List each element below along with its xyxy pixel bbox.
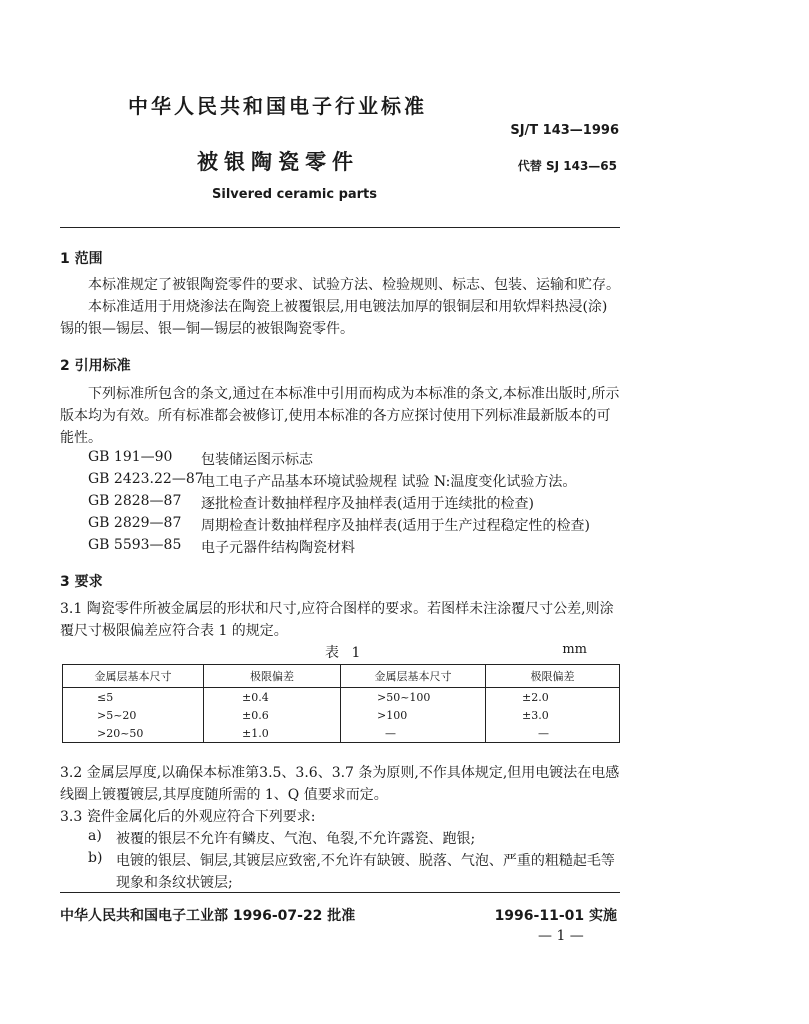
table-cell: ±0.4 xyxy=(204,688,341,707)
page-number: — 1 — xyxy=(538,928,584,944)
document-title: 被银陶瓷零件 xyxy=(197,150,359,174)
clause-3-1: 3.1 陶瓷零件所被金属层的形状和尺寸,应符合图样的要求。若图样未注涂覆尺寸公差,则涂覆尺寸极限偏差应符合表 1 的规定。 xyxy=(60,601,614,639)
list-item-label: b) xyxy=(88,850,103,866)
table-header-cell: 极限偏差 xyxy=(204,665,341,688)
table-cell: >5~20 xyxy=(63,706,204,724)
list-item-text: 电镀的银层、铜层,其镀层应致密,不允许有缺镀、脱落、气泡、严重的粗糙起毛等现象和条纹状镀层; xyxy=(116,853,615,891)
table-cell: ±2.0 xyxy=(486,688,620,707)
table-row xyxy=(63,724,620,743)
table-cell: >100 xyxy=(341,706,486,724)
replaces-standard: 代替 SJ 143—65 xyxy=(517,159,617,173)
table-unit: mm xyxy=(562,642,587,657)
section-1-paragraph-1: 本标准规定了被银陶瓷零件的要求、试验方法、检验规则、标志、包装、运输和贮存。 xyxy=(88,277,620,293)
section-3-heading: 3 要求 xyxy=(60,574,103,590)
table-cell: >20~50 xyxy=(63,724,204,743)
header-divider xyxy=(60,227,620,228)
reference-title: 包装储运图示标志 xyxy=(201,452,313,468)
approval-line: 中华人民共和国电子工业部 1996-07-22 批准 xyxy=(60,908,356,924)
reference-code: GB 191—90 xyxy=(88,449,173,465)
table-header-row xyxy=(63,665,620,688)
reference-code: GB 2828—87 xyxy=(88,493,182,509)
reference-title: 电子元器件结构陶瓷材料 xyxy=(201,540,355,556)
table-cell: ≤5 xyxy=(63,688,204,707)
tolerance-table xyxy=(62,664,620,743)
section-2-paragraph: 下列标准所包含的条文,通过在本标准中引用而构成为本标准的条文,本标准出版时,所示版本均为有效。所有标准都会被修订,使用本标准的各方应探讨使用下列标准最新版本的可能性。 xyxy=(60,386,620,446)
standard-number: SJ/T 143—1996 xyxy=(510,123,619,138)
issuing-organization: 中华人民共和国电子行业标准 xyxy=(128,94,427,118)
table-caption: 表 1 xyxy=(325,645,365,661)
english-title: Silvered ceramic parts xyxy=(212,187,378,202)
section-1-paragraph-2: 本标准适用于用烧渗法在陶瓷上被覆银层,用电镀法加厚的银铜层和用软焊料热浸(涂)锡的银—锡层、银—铜—锡层的被银陶瓷零件。 xyxy=(60,299,608,337)
table-row xyxy=(63,706,620,724)
table-cell: ±0.6 xyxy=(204,706,341,724)
list-item-text: 被覆的银层不允许有鳞皮、气泡、龟裂,不允许露瓷、跑银; xyxy=(116,831,476,847)
section-2-heading: 2 引用标准 xyxy=(60,358,131,374)
footer-divider xyxy=(60,892,620,893)
clause-3-3: 3.3 瓷件金属化后的外观应符合下列要求: xyxy=(60,809,316,825)
clause-3-2: 3.2 金属层厚度,以确保本标准第3.5、3.6、3.7 条为原则,不作具体规定,但用电镀法在电感线圈上镀覆镀层,其厚度随所需的 1、Q 值要求而定。 xyxy=(60,765,620,803)
effective-date: 1996-11-01 实施 xyxy=(494,908,617,924)
table-header-cell: 金属层基本尺寸 xyxy=(63,665,204,688)
table-cell: ±1.0 xyxy=(204,724,341,743)
table-row xyxy=(63,688,620,707)
reference-code: GB 2829—87 xyxy=(88,515,182,531)
reference-code: GB 2423.22—87 xyxy=(88,471,204,487)
table-cell: — xyxy=(486,724,620,743)
reference-code: GB 5593—85 xyxy=(88,537,182,553)
table-cell: >50~100 xyxy=(341,688,486,707)
reference-title: 周期检查计数抽样程序及抽样表(适用于生产过程稳定性的检查) xyxy=(201,518,590,534)
section-1-heading: 1 范围 xyxy=(60,251,103,267)
table-cell: ±3.0 xyxy=(486,706,620,724)
table-cell: — xyxy=(341,724,486,743)
list-item-label: a) xyxy=(88,828,102,844)
table-header-cell: 极限偏差 xyxy=(486,665,620,688)
table-header-cell: 金属层基本尺寸 xyxy=(341,665,486,688)
reference-title: 电工电子产品基本环境试验规程 试验 N:温度变化试验方法。 xyxy=(201,474,577,490)
reference-title: 逐批检查计数抽样程序及抽样表(适用于连续批的检查) xyxy=(201,496,534,512)
